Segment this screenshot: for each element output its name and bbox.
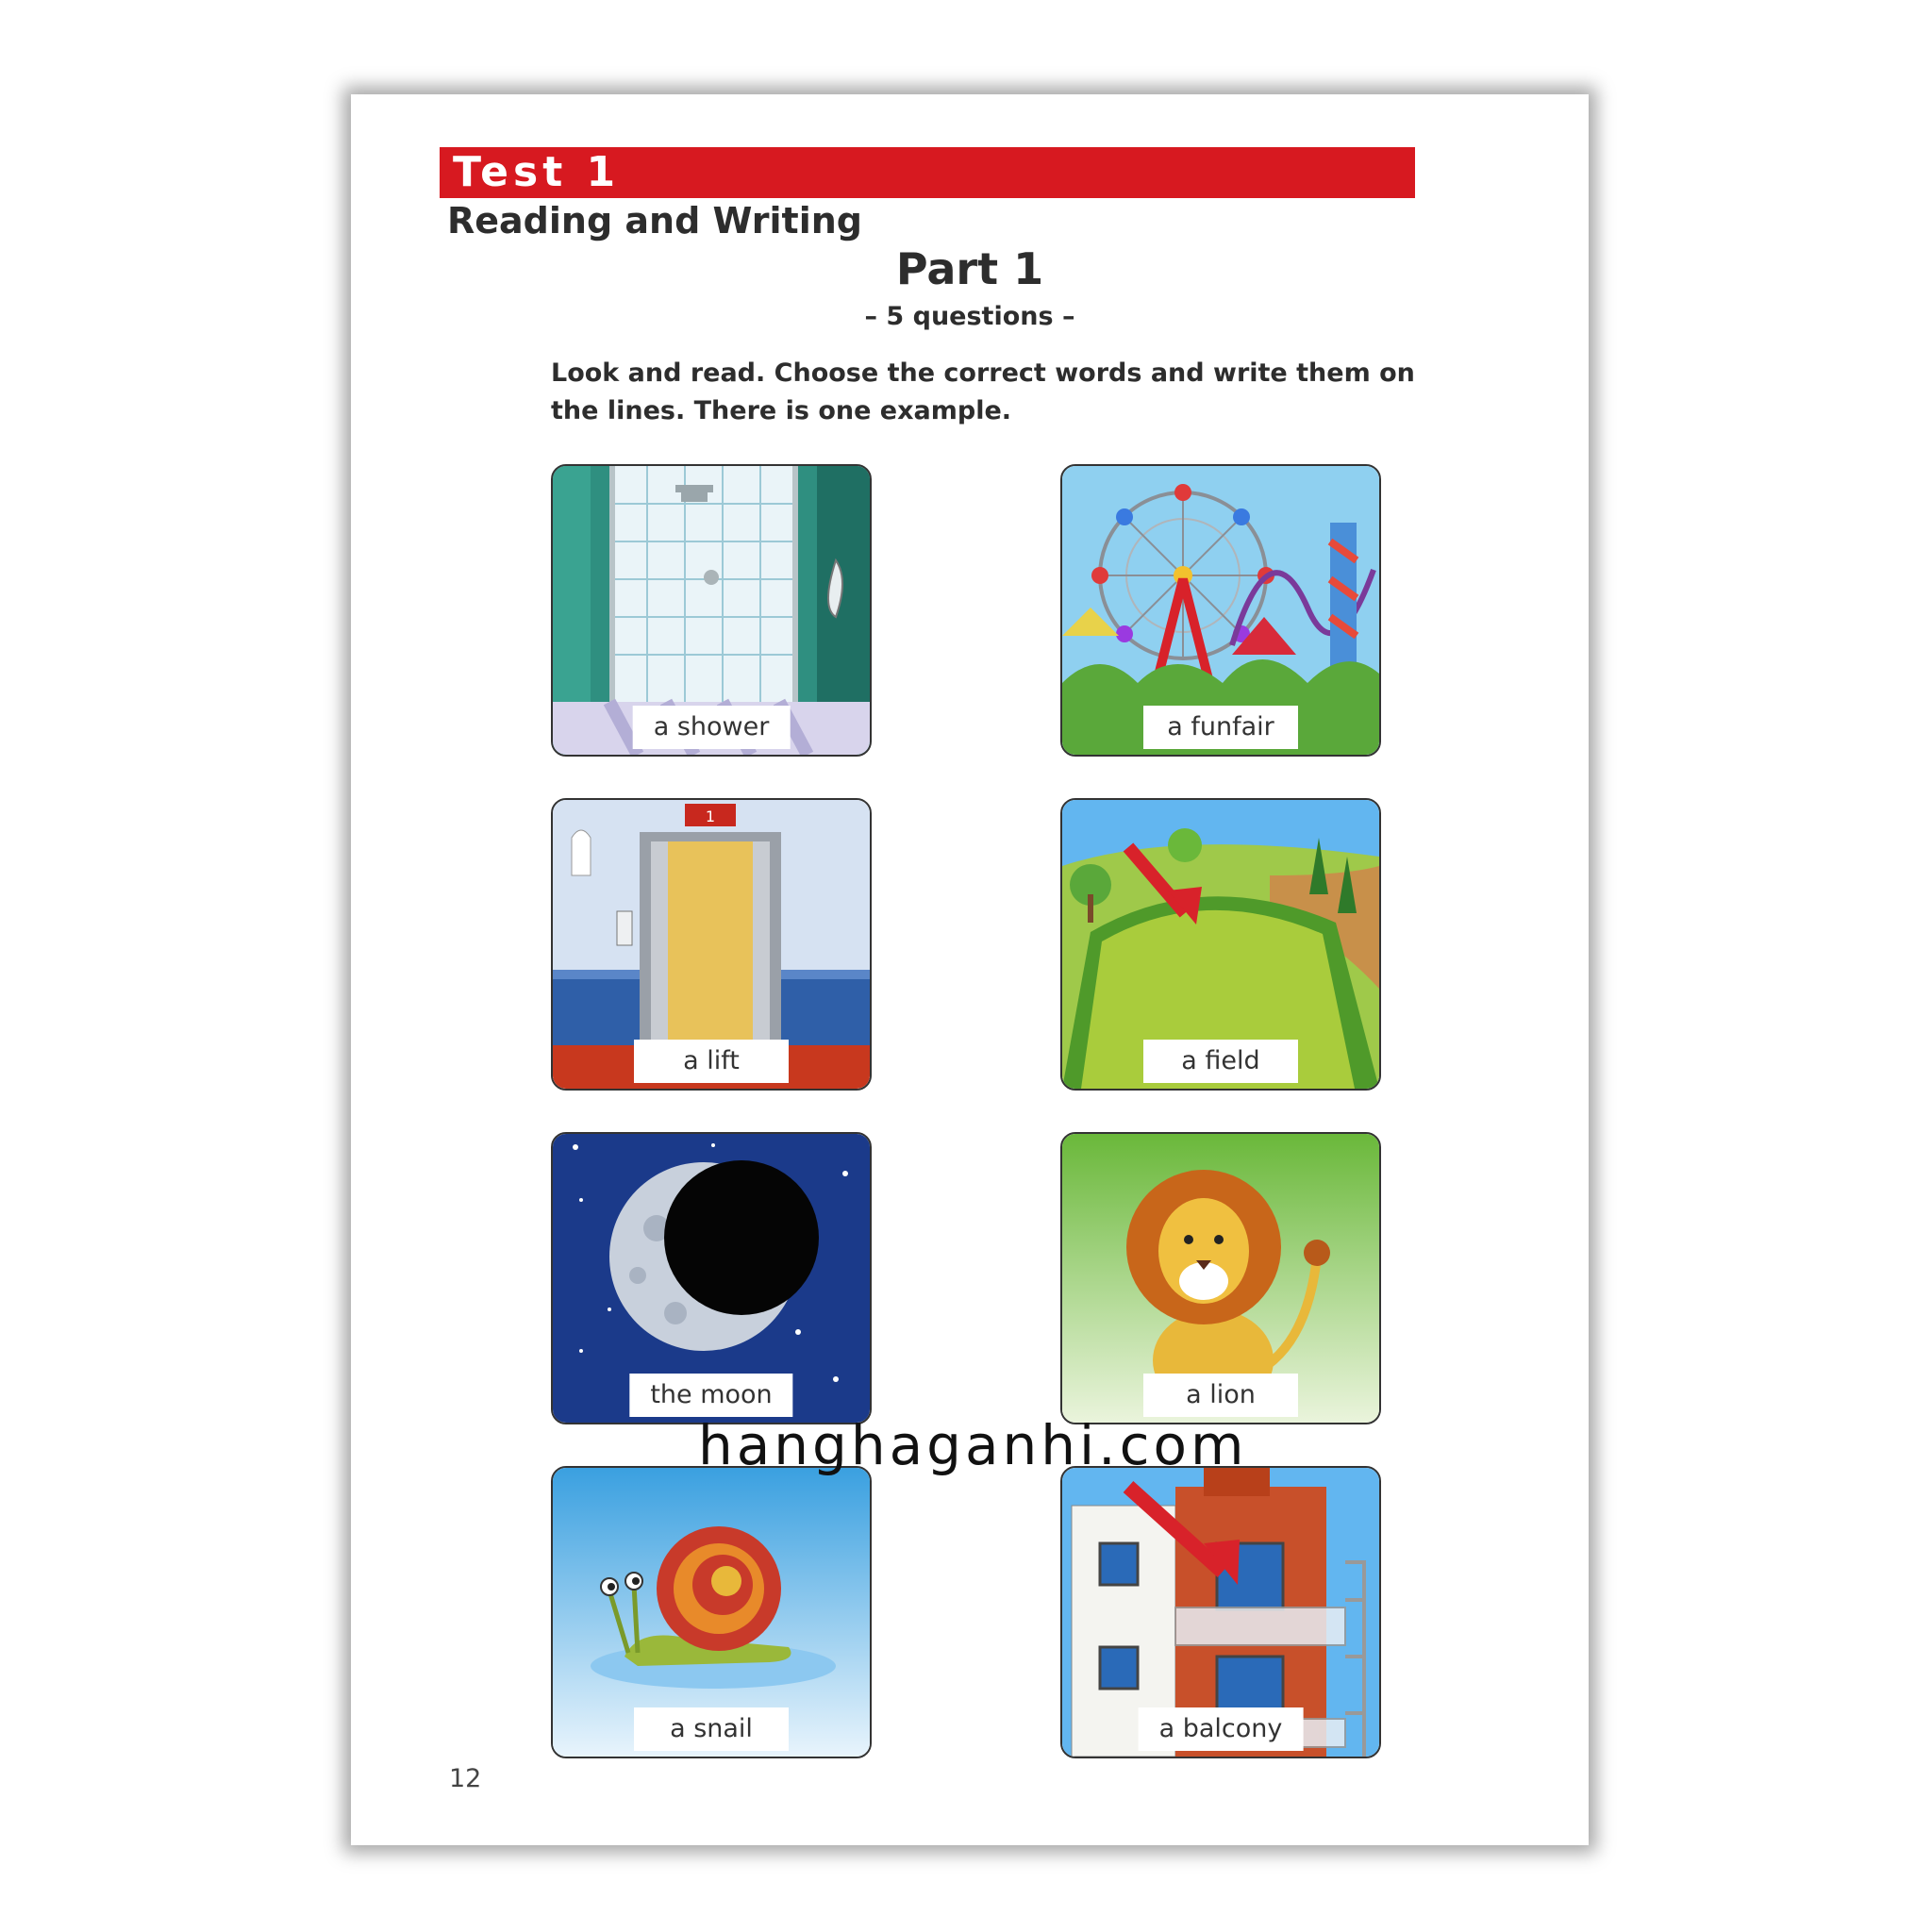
card-label: a lift — [634, 1040, 789, 1083]
workbook-page — [351, 94, 1589, 1845]
picture-card-funfair — [1060, 464, 1381, 757]
card-label: a balcony — [1139, 1707, 1304, 1751]
card-label: a shower — [633, 706, 791, 749]
instruction-text: Look and read. Choose the correct words and write them on the lines. There is one example. — [551, 358, 1415, 425]
card-label: a snail — [634, 1707, 789, 1751]
test-title: Test 1 — [453, 148, 621, 196]
picture-card-lift — [551, 798, 872, 1091]
card-label: a funfair — [1143, 706, 1298, 749]
card-label: a field — [1143, 1040, 1298, 1083]
part-title: Part 1 — [895, 243, 1044, 294]
floor-number: 1 — [705, 808, 716, 825]
picture-card-moon — [551, 1132, 872, 1424]
picture-card-snail — [551, 1466, 872, 1758]
part-subtitle: – 5 questions – — [864, 302, 1075, 331]
picture-card-shower — [551, 464, 872, 757]
section-title: Reading and Writing — [447, 200, 862, 242]
card-label: the moon — [629, 1374, 792, 1417]
page-number: 12 — [449, 1764, 482, 1793]
picture-card-lion — [1060, 1132, 1381, 1424]
picture-card-balcony — [1060, 1466, 1381, 1758]
test-header-bar — [440, 147, 1415, 198]
picture-card-field — [1060, 798, 1381, 1091]
card-label: a lion — [1143, 1374, 1298, 1417]
watermark: hanghaganhi.com — [698, 1413, 1248, 1477]
